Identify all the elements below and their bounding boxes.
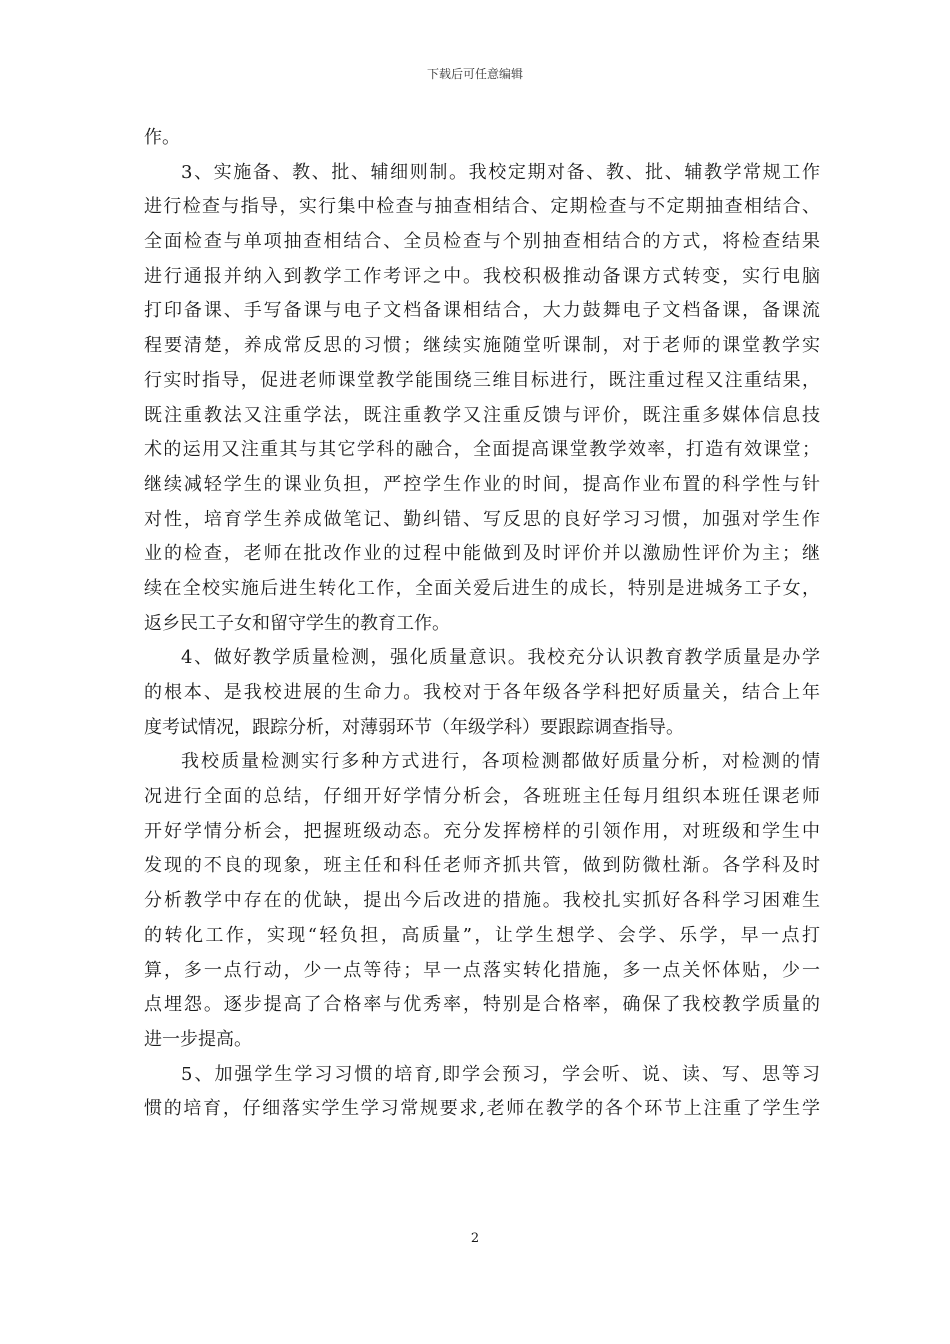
page-header: 下载后可任意编辑 [426,67,523,81]
text-line: 行实时指导，促进老师课堂教学能围绕三维目标进行，既注重过程又注重结果， [144,369,820,391]
text-line: 继续减轻学生的课业负担，严控学生作业的时间，提高作业布置的科学性与针 [144,473,820,495]
text-line: 开好学情分析会，把握班级动态。充分发挥榜样的引领作用，对班级和学生中 [144,820,820,842]
text-line: 业的检查，老师在批改作业的过程中能做到及时评价并以激励性评价为主；继 [144,543,820,565]
text-line: 全面检查与单项抽查相结合、全员检查与个别抽查相结合的方式，将检查结果 [144,231,820,253]
text-line: 续在全校实施后进生转化工作，全面关爱后进生的成长，特别是进城务工子女， [144,577,820,599]
text-line: 打印备课、手写备课与电子文档备课相结合，大力鼓舞电子文档备课，备课流 [144,300,820,322]
text-line: 算，多一点行动，少一点等待；早一点落实转化措施，多一点关怀体贴，少一 [144,959,820,981]
text-line: 进一步提高。 [144,1028,252,1050]
text-line: 的转化工作，实现“轻负担，高质量”，让学生想学、会学、乐学，早一点打 [144,924,820,946]
text-line: 的根本、是我校进展的生命力。我校对于各年级各学科把好质量关，结合上年 [144,682,820,703]
text-line: 分析教学中存在的优缺，提出今后改进的措施。我校扎实抓好各科学习困难生 [144,890,820,912]
body-text [144,121,820,1127]
text-line: 度考试情况，跟踪分析，对薄弱环节（年级学科）要跟踪调查指导。 [144,716,684,738]
text-line: 作。 [144,127,180,148]
text-line: 进行通报并纳入到教学工作考评之中。我校积极推动备课方式转变，实行电脑 [144,265,820,287]
text-line: 3、实施备、教、批、辅细则制。我校定期对备、教、批、辅教学常规工作 [181,161,820,183]
text-line: 4、做好教学质量检测，强化质量意识。我校充分认识教育教学质量是办学 [181,647,820,669]
text-line: 况进行全面的总结，仔细开好学情分析会，各班班主任每月组织本班任课老师 [144,786,820,808]
text-line: 既注重教法又注重学法，既注重教学又注重反馈与评价，既注重多媒体信息技 [144,404,820,426]
text-line: 惯的培育，仔细落实学生学习常规要求,老师在教学的各个环节上注重了学生学 [144,1098,820,1120]
text-line: 返乡民工子女和留守学生的教育工作。 [144,612,450,634]
page-number: 2 [470,1231,480,1246]
text-line: 5、加强学生学习习惯的培育,即学会预习，学会听、说、读、写、思等习 [181,1063,820,1085]
text-line: 进行检查与指导，实行集中检查与抽查相结合、定期检查与不定期抽查相结合、 [144,196,820,218]
text-line: 术的运用又注重其与其它学科的融合，全面提高课堂教学效率，打造有效课堂； [144,439,820,461]
text-line: 发现的不良的现象，班主任和科任老师齐抓共管，做到防微杜渐。各学科及时 [144,855,820,877]
text-line: 我校质量检测实行多种方式进行，各项检测都做好质量分析，对检测的情 [181,751,820,773]
text-line: 对性，培育学生养成做笔记、勤纠错、写反思的良好学习习惯，加强对学生作 [144,508,820,530]
text-line: 程要清楚，养成常反思的习惯；继续实施随堂听课制，对于老师的课堂教学实 [144,335,820,357]
text-line: 点埋怨。逐步提高了合格率与优秀率，特别是合格率，确保了我校教学质量的 [144,994,820,1016]
